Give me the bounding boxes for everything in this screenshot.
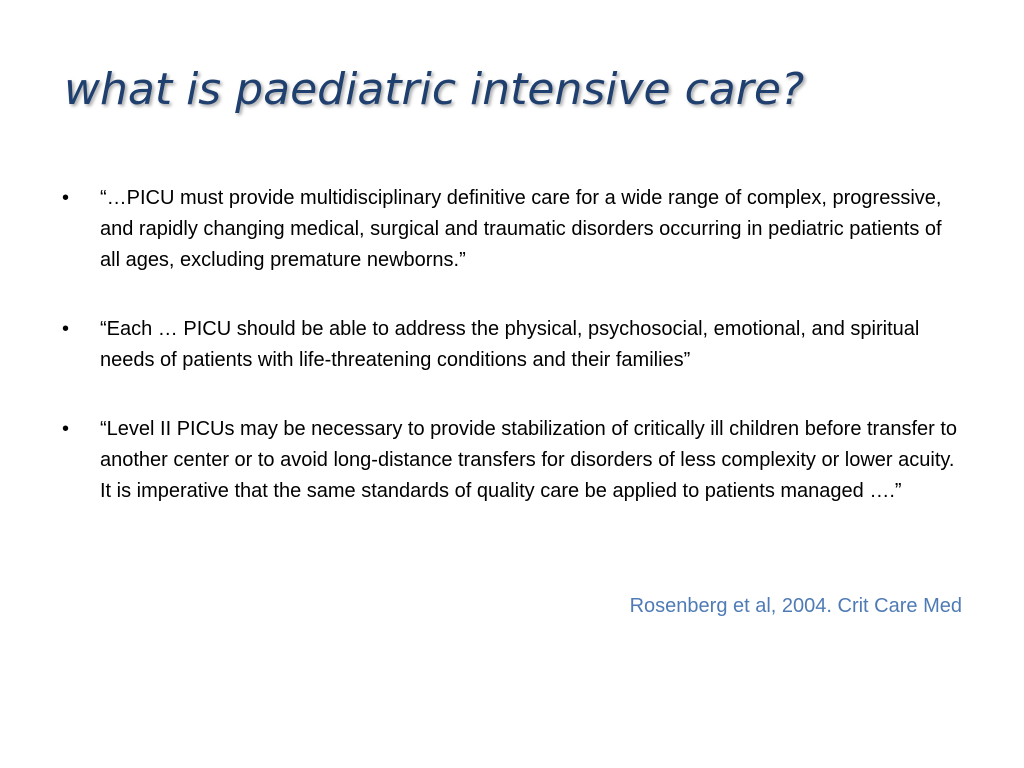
bullet-text: “Level II PICUs may be necessary to provide stabilization of critically ill children before transfer to another center or to avoid long-distance transfers for disorders of less complexity or lower acuity. It is imperative that the same standards of quality care be applied to patients managed ….” (100, 418, 958, 502)
bullet-item (62, 183, 962, 276)
slide-title: what is paediatric intensive care? (64, 64, 805, 115)
bullet-item (62, 314, 962, 376)
bullet-dot-icon: • (62, 187, 70, 209)
bullet-text: “…PICU must provide multidisciplinary definitive care for a wide range of complex, progressive, and rapidly changing medical, surgical and traumatic disorders occurring in pediatric patients of all ages, excluding premature newborns.” (100, 187, 942, 271)
bullet-text: “Each … PICU should be able to address the physical, psychosocial, emotional, and spiritual needs of patients with life-threatening conditions and their families” (100, 318, 920, 371)
bullet-dot-icon: • (62, 318, 70, 340)
bullet-item (62, 414, 962, 507)
bullet-dot-icon: • (62, 418, 70, 440)
citation: Rosenberg et al, 2004. Crit Care Med (629, 595, 962, 617)
bullet-list (62, 183, 962, 545)
